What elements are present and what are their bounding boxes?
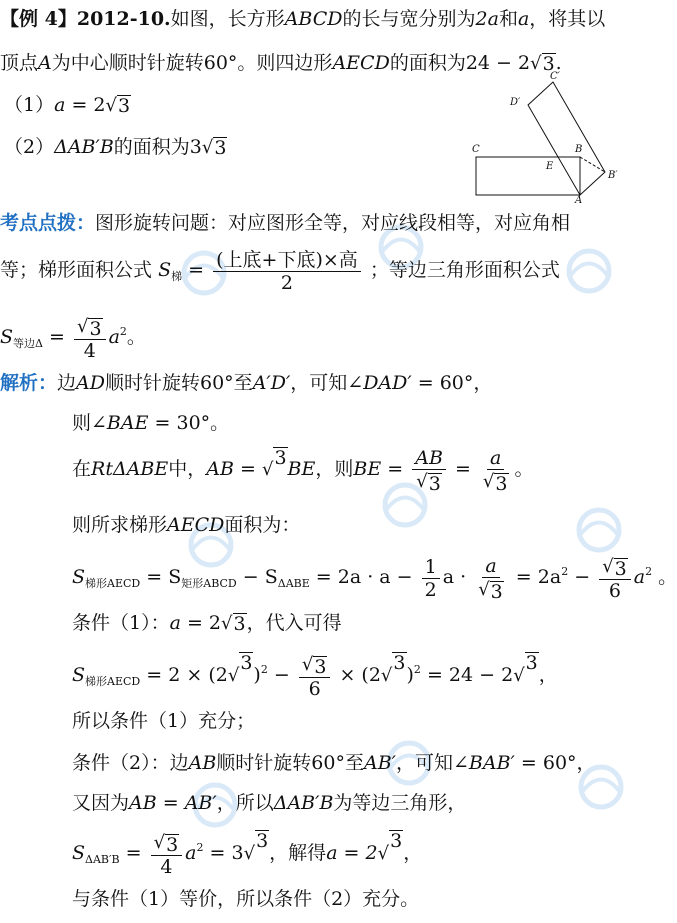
- text: （1）: [4, 94, 55, 116]
- text: 等；梯形面积公式: [0, 259, 153, 281]
- solution-line-5: $S_{梯形AECD} = S_{矩形ABCD} - S_{\Delta ABE} = 2a \cdot a$ − $\frac{1}{2}$ a · a √ 3 = $2a^2$ − √ 3 6 $a^2$ 。: [72, 554, 677, 603]
- text: 等边Δ: [13, 337, 43, 350]
- sqrt: √ 3: [530, 53, 555, 75]
- text: =: [49, 326, 65, 348]
- solution-line-4: 则所求梯形AECD面积为：: [72, 514, 301, 536]
- label-B-prime: B′: [608, 170, 618, 181]
- text: ΔAB′B: [54, 136, 114, 158]
- text: 顶点: [0, 52, 39, 74]
- text: AECD: [332, 52, 390, 74]
- example-line-1: [0, 6, 605, 32]
- condition-1: [4, 92, 131, 119]
- text: a: [108, 326, 120, 348]
- label-C-prime: C′: [550, 71, 560, 82]
- hint-line-1: [0, 210, 570, 236]
- label-B: B: [575, 144, 583, 155]
- hint-line-2: [0, 246, 560, 301]
- text: 的长与宽分别为: [342, 8, 476, 30]
- solution-line-12: 与条件（1）等价，所以条件（2）充分。: [72, 888, 420, 910]
- equilateral-fraction: √ 3 4: [74, 315, 106, 362]
- text: 的面积为3: [113, 136, 202, 158]
- text: 图形旋转问题：对应图形全等，对应线段相等，对应角相: [95, 212, 571, 234]
- watermark-logo: [560, 246, 618, 296]
- hint-label: 考点点拨：: [0, 212, 96, 234]
- label-A: A: [575, 195, 583, 206]
- text: S: [158, 259, 172, 281]
- text: 2: [119, 325, 127, 338]
- example-tag: 【例 4】: [0, 8, 77, 30]
- text: A: [38, 52, 52, 74]
- label-C: C: [472, 144, 480, 155]
- text: 梯: [171, 270, 183, 283]
- text: .: [555, 52, 562, 74]
- solution-label: 解析：: [0, 372, 58, 394]
- rotation-figure: [466, 68, 626, 204]
- solution-line-3: 在RtΔABE中，AB = √ 3 BE，则BE = AB √ 3 = a √ 3 。: [72, 446, 534, 495]
- text: 2a: [475, 8, 499, 30]
- solution-line-8: 所以条件（1）充分；: [72, 710, 256, 732]
- trapezoid-fraction: $\frac{\text{(上底+下底)×高}}{2}$: [213, 249, 361, 294]
- condition-2: [4, 134, 227, 161]
- sqrt: √ 3: [105, 95, 131, 117]
- text: 和: [498, 8, 518, 30]
- example-year: 2012-10.: [76, 8, 171, 30]
- text: 的面积为24 − 2: [389, 52, 531, 74]
- solution-line-10: 又因为AB = AB′，所以ΔAB′B为等边三角形，: [72, 792, 467, 814]
- text: 如图，长方形: [170, 8, 285, 30]
- text: 为中心顺时针旋转60°。则四边形: [51, 52, 333, 74]
- solution-line-7: $S_{梯形AECD} = 2 \times (2$ √ 3 )$^2$ − √ 3 6 × (2 √ 3 )$^2$ = 24 − 2 √ 3 ，: [72, 652, 558, 700]
- solution-line-1: 解析：边AD顺时针旋转60°至A′D′，可知∠DAD′ = 60°，: [0, 372, 493, 394]
- text: 。: [126, 326, 146, 348]
- solution-line-9: 条件（2）：边AB顺时针旋转60°至AB′，可知∠BAB′ = 60°，: [72, 752, 596, 774]
- solution-line-6: 条件（1）：a = 2 √ 3 ，代入可得: [72, 612, 342, 635]
- solution-line-2: 则∠BAE = 30°。: [72, 412, 230, 434]
- text: a: [54, 94, 66, 116]
- label-E: E: [546, 161, 554, 172]
- text: = 2: [71, 94, 106, 116]
- text: a: [517, 8, 530, 30]
- solution-line-11: $S_{\Delta AB'B}$ = √ 3 4 $a^2 = 3$ √ 3 ，解得a = 2 √ 3 ，: [72, 830, 423, 878]
- label-D-prime: D′: [510, 97, 521, 108]
- text: ；等边三角形面积公式: [369, 259, 560, 281]
- text: ，将其以: [529, 8, 606, 30]
- text: （2）: [4, 136, 55, 158]
- text: =: [188, 259, 205, 281]
- hint-line-3: [0, 308, 146, 368]
- text: ABCD: [284, 8, 343, 30]
- sqrt: √ 3: [201, 137, 227, 159]
- text: S: [0, 326, 14, 348]
